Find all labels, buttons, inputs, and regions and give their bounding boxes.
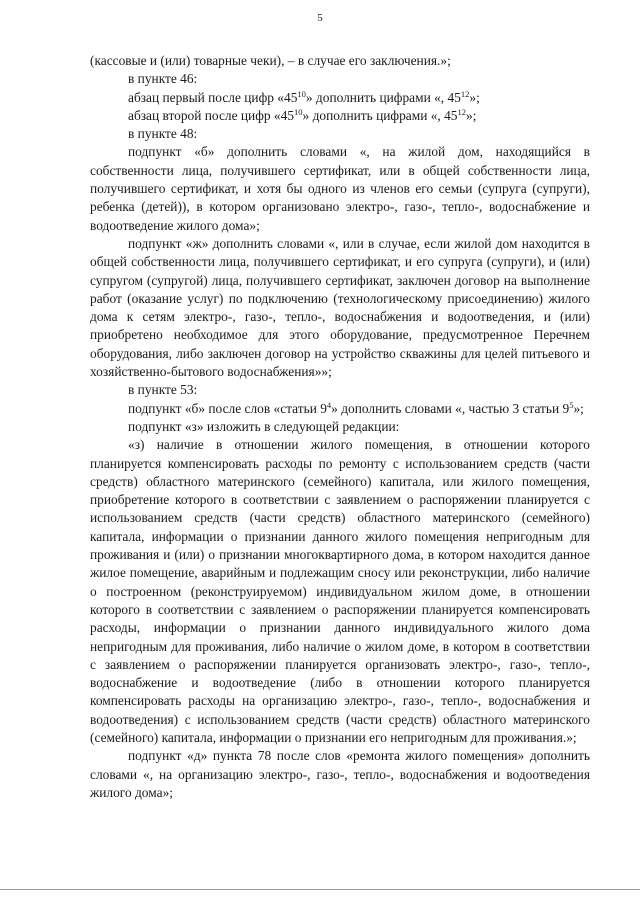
text-run: «з) наличие в отношении жилого помещения, в отношении которого планируется компенсировать расходы по ремонту с использованием средств (части средств) областного материнского (семейного) капитала, или жилого помещения, приобретение которого в соответствии с заявлением о распоряжении планируется с использованием средств (части средств) областного материнского (семейного) капитала, информации о признании данного жилого помещения непригодным для проживания и (или) о признании многоквартирного дома, в котором находится данное жилое помещение, аварийным и подлежащим сносу или реконструкции, либо наличие о построенном (реконструируемом) индивидуальном жилом доме, в отношении которого в соответствии с заявлением о распоряжении планируется компенсировать расходы, информации о признании данного индивидуального жилого дома непригодным для проживания, либо наличие о жилом доме, в котором в соответствии с заявлением о распоряжении планируется организовать электро-, газо-, тепло-, водоснабжение и водоотведение (либо в отношении которого планируется компенсировать расходы на организацию электро-, газо-, тепло-, водоснабжения и водоотведения) с использованием средств (части средств) областного материнского (семейного) капитала, информации о признании его непригодным для проживания.»; (90, 437, 590, 745)
text-run: абзац первый после цифр «45 (128, 89, 298, 105)
text-run: в пункте 48: (128, 126, 198, 142)
paragraph-p6 (90, 143, 590, 234)
paragraph-p7 (90, 235, 590, 381)
text-run: подпункт «ж» дополнить словами «, или в случае, если жилой дом находится в общей собственности лица, получившего сертификат, и его супруга (супруги), и (или) супругом (супругой) лица, получившего сертификат, заключен договор на выполнение работ (оказание услуг) по подключению (технологическому присоединению) жилого дома к сетям электро-, газо-, тепло-, водоснабжения и водоотведения, и (или) приобретено необходимое для этого оборудование, предусмотренное Перечнем оборудования, либо заключен договор на устройство скважины для целей питьевого и хозяйственно-бытового водоснабжения»»; (90, 235, 590, 380)
text-run: подпункт «б» дополнить словами «, на жилой дом, находящийся в собственности лица, получившего сертификат, или в общей собственности лица, получившего сертификат, и хотя бы одного из членов его семьи (супруга (супруги), ребенка (детей)), в котором организовано электро-, газо-, тепло-, водоснабжение и водоотведение жилого дома»; (90, 144, 590, 233)
paragraph-p2 (90, 70, 590, 88)
text-run: подпункт «б» после слов «статьи 9 (128, 400, 327, 416)
page-number: 5 (317, 12, 323, 24)
paragraph-p11 (90, 436, 590, 747)
text-run: » дополнить словами «, частью 3 статьи 9 (331, 400, 570, 416)
text-run: в пункте 46: (128, 71, 198, 87)
paragraph-p5 (90, 125, 590, 143)
text-run: » дополнить цифрами «, 45 (305, 89, 461, 105)
text-run: подпункт «з» изложить в следующей редакции: (128, 418, 400, 434)
paragraph-p4 (90, 107, 590, 125)
paragraph-p1 (90, 52, 590, 70)
superscript: 5 (569, 400, 574, 411)
paragraph-p9 (90, 400, 590, 418)
text-run: (кассовые и (или) товарные чеки), – в случае его заключения.»; (90, 53, 451, 68)
text-run: »; (573, 400, 584, 416)
superscript: 10 (294, 107, 303, 118)
text-run: »; (466, 107, 477, 123)
text-run: подпункт «д» пункта 78 после слов «ремонта жилого помещения» дополнить словами «, на организацию электро-, газо-, тепло-, водоснабжения и водоотведения жилого дома»; (90, 748, 590, 800)
text-run: абзац второй после цифр «45 (128, 107, 295, 123)
paragraph-p8 (90, 381, 590, 399)
superscript: 12 (457, 107, 467, 118)
superscript: 4 (326, 400, 332, 411)
paragraph-p10 (90, 418, 590, 436)
document-body (90, 52, 590, 802)
page-bottom-edge (0, 889, 640, 890)
text-run: » дополнить цифрами «, 45 (302, 107, 458, 123)
text-run: в пункте 53: (128, 382, 198, 398)
text-run: »; (469, 89, 480, 105)
paragraph-p12 (90, 747, 590, 802)
paragraph-p3 (90, 89, 590, 107)
superscript: 10 (297, 89, 306, 100)
superscript: 12 (460, 89, 470, 100)
